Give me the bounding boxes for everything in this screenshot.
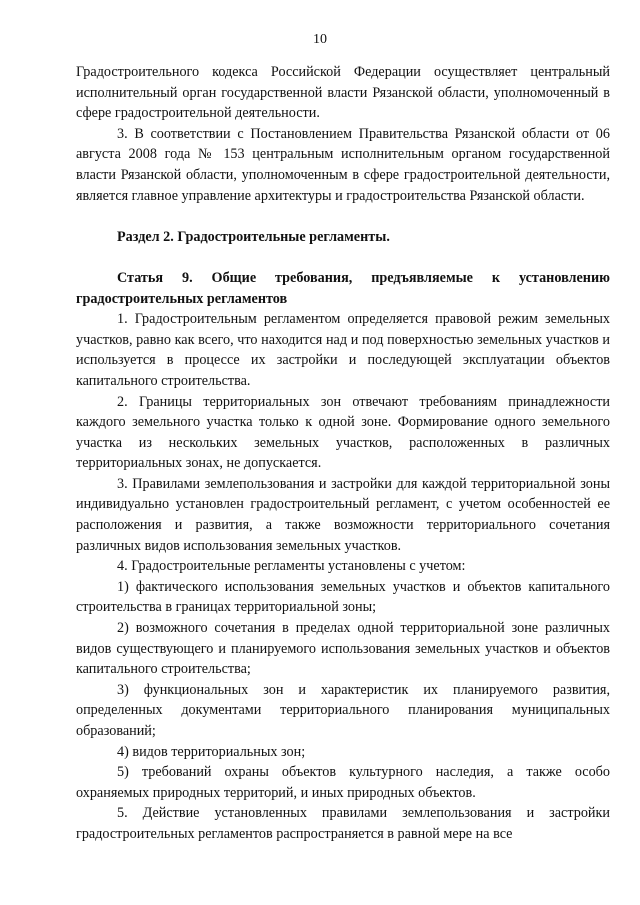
- paragraph: 2. Границы территориальных зон отвечают требованиям принадлежности каждого земельного участка только к одной зоне. Формирование одного земельного участка из нескольких земельных участков, расположенных в различных территориальных зонах, не допускается.: [76, 393, 610, 472]
- list-item: 5) требований охраны объектов культурного наследия, а также особо охраняемых природных территорий, и иных природных объектов.: [76, 764, 610, 801]
- paragraph-continued: Градостроительного кодекса Российской Федерации осуществляет центральный исполнительный орган государственной власти Рязанской области, уполномоченный в сфере градостроительной деятельности.: [76, 64, 610, 122]
- paragraph: 5. Действие установленных правилами землепользования и застройки градостроительных регламентов распространяется в равной мере на все: [76, 805, 610, 842]
- list-item: 1) фактического использования земельных участков и объектов капитального строительства в границах территориальной зоны;: [76, 578, 610, 616]
- paragraph: 3. В соответствии с Постановлением Правительства Рязанской области от 06 августа 2008 года № 153 центральным исполнительным органом государственной власти Рязанской области, уполномоченным в сфере градостроительной деятельности, является главное управление архитектуры и градостроительства Рязанской области.: [76, 125, 610, 204]
- list-item: 4) видов территориальных зон;: [117, 743, 306, 760]
- article-heading: Статья 9. Общие требования, предъявляемые к установлению градостроительных регламентов: [76, 269, 610, 307]
- paragraph: 4. Градостроительные регламенты установлены с учетом:: [117, 558, 466, 575]
- section-heading: Раздел 2. Градостроительные регламенты.: [117, 228, 390, 245]
- page-body: [76, 62, 610, 845]
- list-item: 3) функциональных зон и характеристик их планируемого развития, определенных документами территориального планирования муниципальных образований;: [76, 681, 610, 739]
- paragraph: 3. Правилами землепользования и застройки для каждой территориальной зоны индивидуально установлен градостроительный регламент, с учетом особенностей ее расположения и развития, а также возможности территориального сочетания различных видов использования земельных участков.: [76, 475, 610, 554]
- spacer: [76, 247, 610, 268]
- paragraph: 1. Градостроительным регламентом определяется правовой режим земельных участков, равно как всего, что находится над и под поверхностью земельных участков и используется в процессе их застройки и последующей эксплуатации объектов капитального строительства.: [76, 311, 610, 389]
- list-item: 2) возможного сочетания в пределах одной территориальной зоне различных видов существующего и планируемого использования земельных участков и объектов капитального строительства;: [76, 620, 610, 678]
- page-number: 10: [313, 32, 327, 47]
- spacer: [76, 206, 610, 227]
